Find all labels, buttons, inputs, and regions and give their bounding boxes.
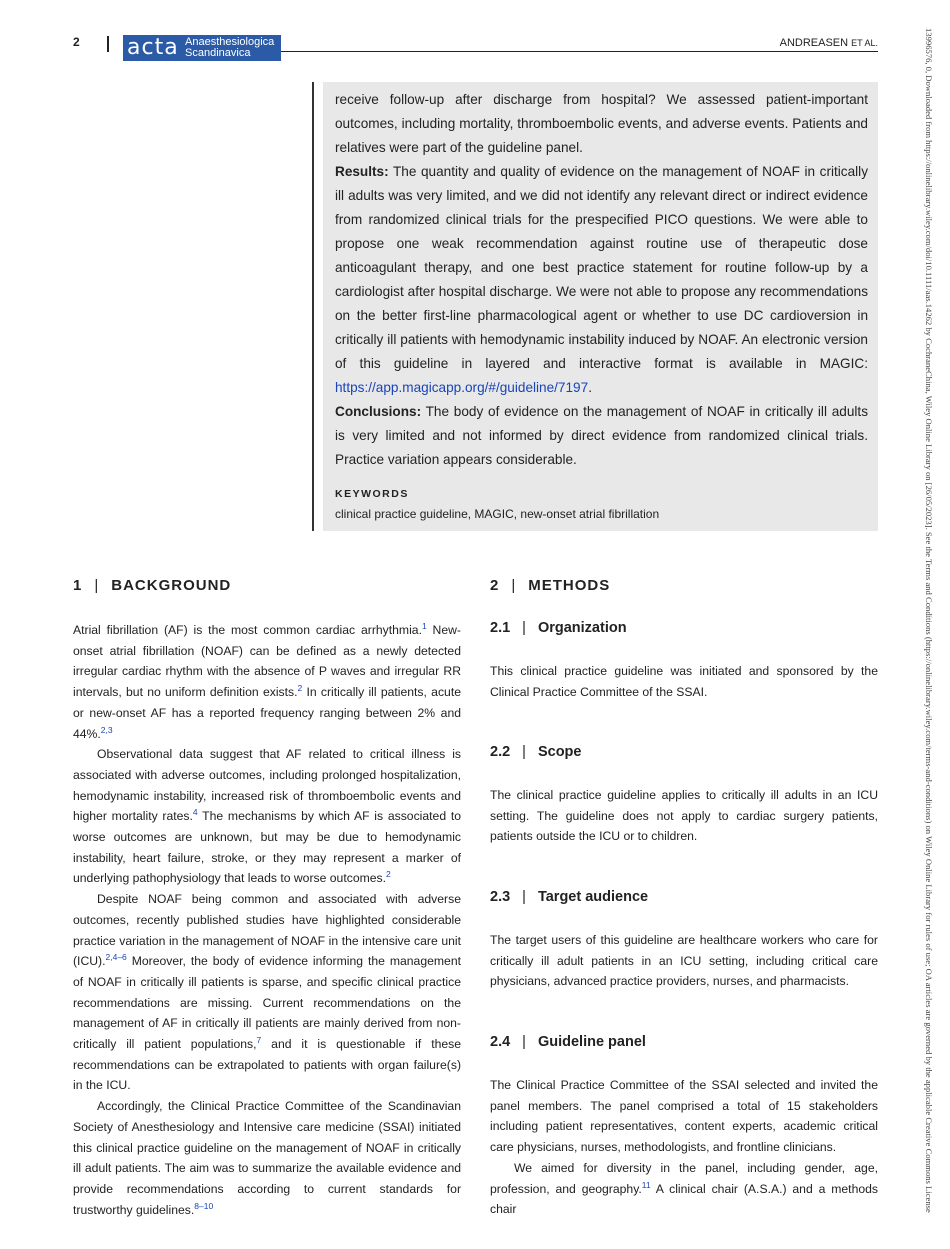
results-text: The quantity and quality of evidence on the management of NOAF in critically ill adults was very limited, and we did not identify any relevant direct or indirect evidence from randomized clinical trials for the prespecified PICO questions. We were able to propose one weak recommendation against routine use of therapeutic dose anticoagulant therapy, and one best practice statement for routine follow-up by a cardiologist after hospital discharge. We were not able to propose any recommendations on the better first-line pharmacological agent or whether to use DC cardioversion in critically ill patients with hemodynamic instability induced by NOAF. An electronic version of this guideline in layered and interactive format is available in MAGIC: xyxy=(335,164,868,371)
keywords-title: KEYWORDS xyxy=(335,488,409,500)
download-note-text: 13996576, 0, Downloaded from https://onlinelibrary.wiley.com/doi/10.1111/aas.14262 by CochraneChina, Wiley Online Library on [26/05/2023]. See the Terms and Conditions (https://onlinelibrary.wiley.com/terms-and-conditions) on Wiley Online Library for rules of use; OA articles are governed by the applicable Creative Commons License xyxy=(924,28,934,1213)
citation-link[interactable]: 2,3 xyxy=(100,724,113,735)
conclusions-label: Conclusions: xyxy=(335,404,422,419)
subsection-title: Guideline panel xyxy=(537,1034,646,1050)
abstract-body xyxy=(335,88,868,472)
organization-text xyxy=(490,661,878,702)
text: A clinical chair (A.S.A.) and a methods chair xyxy=(490,1181,878,1217)
journal-logo xyxy=(123,35,281,61)
text: Observational data suggest that AF related to critical illness is associated with adverse outcomes, including prolonged hospitalization, hemodynamic instability, increased risk of thromboembolic events and higher mortality rates. xyxy=(73,747,461,824)
abstract-conclusions xyxy=(335,400,868,472)
section-heading-background xyxy=(73,577,231,594)
text: Moreover, the body of evidence informing the management of NOAF in critically ill patients is sparse, and specific clinical practice recommendations are missing. Current recommendations on the management of AF in critically ill patients are mainly derived from non-critically ill patient populations, xyxy=(73,954,461,1052)
subsection-separator: | xyxy=(522,1034,526,1050)
subsection-heading-scope xyxy=(490,744,581,760)
citation-link[interactable]: 2 xyxy=(386,869,391,880)
results-label: Results: xyxy=(335,164,389,179)
section-heading-methods xyxy=(490,577,610,594)
citation-link[interactable]: 7 xyxy=(256,1035,262,1045)
citation-link[interactable]: 2 xyxy=(297,683,303,694)
header-divider xyxy=(107,36,109,52)
conclusions-text: The body of evidence on the management of NOAF in critically ill adults is very limited and not informed by direct evidence from randomized clinical trials. Practice variation appears considerable. xyxy=(335,404,868,467)
subsection-separator: | xyxy=(522,620,526,636)
running-authors xyxy=(780,37,878,49)
abstract-rule xyxy=(312,82,314,531)
subsection-title: Scope xyxy=(537,744,582,760)
running-authors-name: ANDREASEN xyxy=(779,37,849,49)
paragraph xyxy=(490,1158,878,1220)
page-header xyxy=(73,33,878,60)
subsection-heading-organization xyxy=(490,620,627,636)
target-audience-text xyxy=(490,930,878,992)
journal-logo-mark: acta xyxy=(127,35,179,60)
abstract-box xyxy=(323,82,878,531)
citation-link[interactable]: 8–10 xyxy=(194,1200,214,1211)
download-note xyxy=(922,28,936,1228)
citation-link[interactable]: 11 xyxy=(641,1179,651,1190)
keywords: clinical practice guideline, MAGIC, new-onset atrial fibrillation xyxy=(335,507,660,521)
abstract-intro: receive follow-up after discharge from hospital? We assessed patient-important outcomes, including mortality, thromboembolic events, and adverse events. Patients and relatives were part of the guideline panel. xyxy=(335,92,868,155)
results-end: . xyxy=(588,380,592,395)
abstract-results xyxy=(335,160,868,400)
section-number: 2 xyxy=(490,577,500,594)
paragraph: The target users of this guideline are healthcare workers who care for critically ill adult patients in an ICU setting, including critical care physicians, advanced practice providers, nurses, and pharmacists. xyxy=(490,933,878,989)
paragraph: The Clinical Practice Committee of the SSAI selected and invited the panel members. The panel comprised a total of 15 stakeholders including patient representatives, content experts, academic critical care physicians, nurses, methodologists, and frontline clinicians. xyxy=(490,1078,878,1155)
subsection-heading-guideline-panel xyxy=(490,1034,646,1050)
journal-name-line2: Scandinavica xyxy=(185,47,251,59)
subsection-number: 2.1 xyxy=(490,620,511,636)
subsection-number: 2.4 xyxy=(490,1034,511,1050)
paragraph xyxy=(73,620,461,744)
subsection-number: 2.2 xyxy=(490,744,511,760)
subsection-title: Organization xyxy=(537,620,627,636)
text: Atrial fibrillation (AF) is the most common cardiac arrhythmia. xyxy=(73,623,422,637)
section-title: METHODS xyxy=(528,577,611,594)
paragraph xyxy=(73,1096,461,1220)
section-title: BACKGROUND xyxy=(111,577,232,594)
journal-name-line1: Anaesthesiologica xyxy=(185,36,275,48)
subsection-separator: | xyxy=(522,744,526,760)
header-rule xyxy=(281,51,878,52)
text: Accordingly, the Clinical Practice Committee of the Scandinavian Society of Anesthesiology and Intensive care medicine (SSAI) initiated this clinical practice guideline on the management of NOAF in critically ill adult patients. The aim was to summarize the available evidence and provide recommendations according to current standards for trustworthy guidelines. xyxy=(73,1099,461,1217)
background-text xyxy=(73,620,461,1220)
paragraph: The clinical practice guideline applies to critically ill adults in an ICU setting. The guideline does not apply to cardiac surgery patients, patients outside the ICU or to children. xyxy=(490,788,878,844)
text: New-onset atrial fibrillation (NOAF) can be defined as a newly detected irregular cardiac rhythm with the absence of P waves and irregular RR intervals, but no uniform definition exists. xyxy=(73,623,461,700)
magic-guideline-link[interactable]: https://app.magicapp.org/#/guideline/7197 xyxy=(335,380,589,395)
text: The mechanisms by which AF is associated to worse outcomes are unknown, but may be due to hemodynamic instability, heart failure, stroke, or they may represent a marker of underlying pathophysiology that leads to worse outcomes. xyxy=(73,809,462,886)
page-number: 2 xyxy=(73,35,80,49)
text: Despite NOAF being common and associated with adverse outcomes, recently published studies have highlighted considerable practice variation in the management of NOAF in the intensive care unit (ICU). xyxy=(73,892,461,969)
section-separator: | xyxy=(94,577,100,594)
citation-link[interactable]: 1 xyxy=(421,620,427,631)
text: We aimed for diversity in the panel, including gender, age, profession, and geography. xyxy=(490,1160,878,1196)
paragraph: This clinical practice guideline was initiated and sponsored by the Clinical Practice Committee of the SSAI. xyxy=(490,664,878,699)
journal-name xyxy=(185,37,274,59)
text: and it is questionable if these recommendations can be extrapolated to patients with organ failure(s) in the ICU. xyxy=(73,1037,462,1093)
scope-text xyxy=(490,785,878,847)
running-authors-suffix: ET AL. xyxy=(851,38,878,48)
paragraph xyxy=(73,889,461,1096)
text: In critically ill patients, acute or new-onset AF has a reported frequency ranging between 2% and 44%. xyxy=(73,685,461,741)
subsection-separator: | xyxy=(522,889,526,905)
paragraph xyxy=(73,744,461,889)
citation-link[interactable]: 4 xyxy=(192,807,198,818)
guideline-panel-text xyxy=(490,1075,878,1220)
subsection-title: Target audience xyxy=(537,889,649,905)
subsection-number: 2.3 xyxy=(490,889,511,905)
citation-link[interactable]: 2,4–6 xyxy=(105,952,127,963)
subsection-heading-target-audience xyxy=(490,889,648,905)
section-separator: | xyxy=(511,577,517,594)
section-number: 1 xyxy=(73,577,83,594)
